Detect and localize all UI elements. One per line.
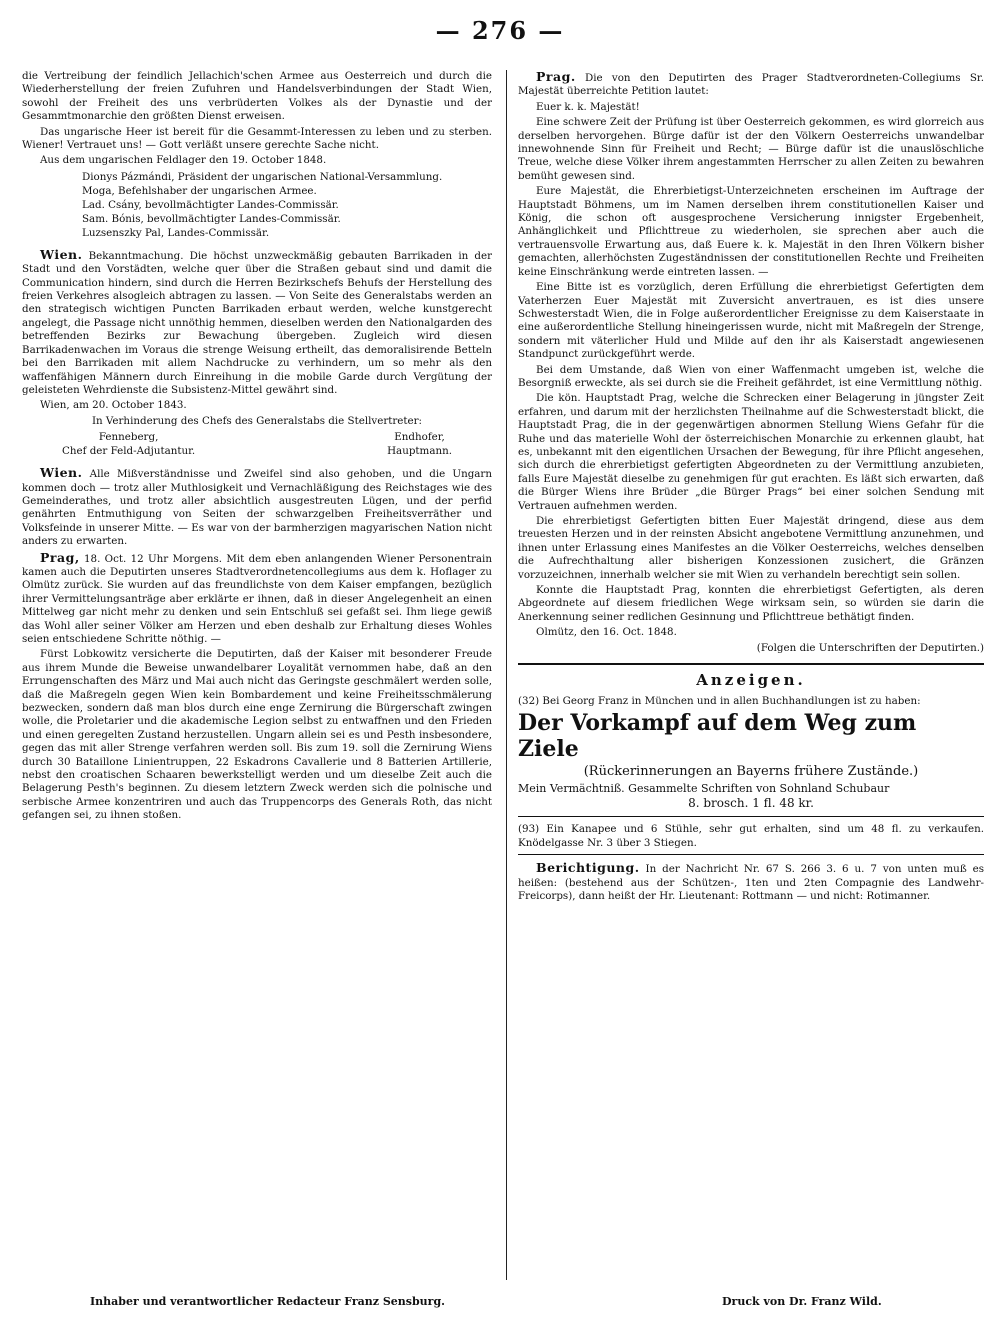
signature-line: Sam. Bónis, bevollmächtigter Landes-Commissär. <box>82 212 341 225</box>
ads-heading: Anzeigen. <box>696 671 806 690</box>
article-wien-announcement <box>22 248 492 397</box>
ad-divider <box>518 854 984 855</box>
editor-imprint: Inhaber und verantwortlicher Redacteur Franz Sensburg. <box>90 1295 445 1308</box>
signature-line: Moga, Befehlshaber der ungarischen Armee. <box>82 184 317 197</box>
paragraph: Eine Bitte ist es vorzüglich, deren Erfüllung die ehrerbietigst Gefertigten dem Vaterherzen Euer Majestät mit Zuversicht anvertrauen, es ist dies unsere Schwesterstadt Wien, die in Folge außerordentlicher Ereignisse zu dem Kaiserstaate in eine außerordentliche Stellung hineingerissen wurde, nicht mit Maßregeln der Strenge, sondern mit väterlicher Huld und Milde auf den ihr als Kaiserstadt angewiesenen Standpunct zurückgeführt werde. <box>518 281 984 361</box>
article-heading: Wien. <box>40 246 83 262</box>
page-number: — 276 — <box>435 16 565 45</box>
article-body: Bekanntmachung. Die höchst unzweckmäßig gebauten Barrikaden in der Stadt und den Vorstädten, welche quer über die Straßen gebaut sind und damit die Communication hindern, sind durch die Herren Bezirkschefs Behufs der Herstellung des freien Verkehres alsogleich abtragen zu lassen. — Von Seite des Generalstabs werden an den strategisch wichtigen Puncten Barrikaden erbaut werden, welche kunstgerecht angelegt, die Passage nicht unnöthig hemmen, dieselben werden den Nationalgarden des betreffenden Bezirks zur Bewachung übergeben. Zugleich wird diesen Barrikadenwachen im Voraus die strenge Weisung ertheilt, das demoralisirende Betteln bei den Barrikaden mit allem Nachdrucke zu verhindern, um so mehr als den waffenfähigen Männern durch Einreihung in die mobile Garde durch Vergütung der geleisteten Wehrdienste die Subsistenz-Mittel gewährt sind. <box>22 249 492 396</box>
signatory-title: Chef der Feld-Adjutantur. <box>62 445 196 458</box>
ad-book-subtitle: (Rückerinnerungen an Bayerns frühere Zustände.) <box>583 764 919 780</box>
dateline: Olmütz, den 16. Oct. 1848. <box>536 626 677 639</box>
right-column <box>518 70 984 1280</box>
article-body: Die von den Deputirten des Prager Stadtverordneten-Collegiums Sr. Majestät überreichte Petition lautet: <box>518 72 984 98</box>
ad-divider <box>518 816 984 817</box>
correction-heading: Berichtigung. <box>536 860 640 876</box>
correction-notice <box>518 861 984 903</box>
paragraph: Bei dem Umstande, daß Wien von einer Waffenmacht umgeben ist, welche die Besorgniß erweckte, als sei durch sie die Freiheit gefährdet, ist eine Vermittlung nöthig. <box>518 363 984 389</box>
paragraph: Die kön. Hauptstadt Prag, welche die Schrecken einer Belagerung in jüngster Zeit erfahren, und darum mit der herzlichsten Theilnahme auf die Schwesterstadt blickt, die Hauptstadt Prag, die in der gegenwärtigen abnormen Stellung Wiens Gefahr für die Ruhe und das materielle Wohl der österreichischen Monarchie zu erkennen glaubt, hat es, unbekannt mit den eigentlichen Ursachen der Bewegung, für ihre Pflicht angesehen, sich durch die ehrerbietigst gefertigten Abgeordneten zu der Vermittlung anzubieten, falls Eure Majestät dieselbe zu genehmigen für gut erachten. Es läßt sich erwarten, daß die Bürger Wiens ihre Brüder „die Bürger Prags“ bei einer solchen Sendung mit Vertrauen aufnehmen werden. <box>518 392 984 512</box>
section-divider <box>518 663 984 665</box>
printer-imprint: Druck von Dr. Franz Wild. <box>722 1295 882 1308</box>
dateline: Aus dem ungarischen Feldlager den 19. October 1848. <box>40 154 327 167</box>
signature-heading: In Verhinderung des Chefs des Generalstabs die Stellvertreter: <box>91 414 423 427</box>
paragraph: Die ehrerbietigst Gefertigten bitten Euer Majestät dringend, diese aus dem treuesten Herzen und in der reinsten Absicht angebotene Vermittlung anzunehmen, und ihnen unter Erlassung eines Manifestes an die Völker Oesterreichs, welches denselben die Aufrechthaltung aller bisherigen Konzessionen zusichert, die Gränzen vorzuzeichnen, innerhalb welcher sie mit Wien zu verhandeln berechtigt sein sollen. <box>518 515 984 581</box>
correction-body: In der Nachricht Nr. 67 S. 266 3. 6 u. 7 von unten muß es heißen: (bestehend aus der Schützen-, 1ten und 2ten Compagnie des Landwehr-Freicorps), dann heißt der Hr. Lieutenant: Rottmann — und nicht: Rotimanner. <box>518 863 984 903</box>
paragraph: Eine schwere Zeit der Prüfung ist über Oesterreich gekommen, es wird glorreich aus derselben hervorgehen. Bürge dafür ist der den Völkern Oesterreichs unwandelbar innewohnende Sinn für Freiheit und Recht; — Bürge dafür ist die unauslöschliche Treue, welche diese Völker ihrem angestammten Herrscher zu allen Zeiten zu bewahren bemüht gewesen sind. <box>518 116 984 182</box>
left-column <box>22 70 492 1280</box>
article-body: 18. Oct. 12 Uhr Morgens. Mit dem eben anlangenden Wiener Personentrain kamen auch die Deputirten unseres Stadtverordnetencollegiums aus dem k. Hoflager zu Olmütz zurück. Sie wurden auf das freundlichste von dem Kaiser empfangen, bezüglich ihrer Vermittelungsanträge aber erklärte er ihnen, daß in dieser Angelegenheit an einen Mittelweg gar nicht mehr zu denken und sein Entschluß sei gefaßt sei. Ihm liege gewiß das Wohl aller seiner Völker am Herzen und eben deshalb zur Erhaltung dieses Wohles seien entschiedene Schritte nöthig. — <box>22 552 492 645</box>
article-heading: Prag. <box>536 70 576 84</box>
signatory-name: Endhofer, <box>394 431 445 444</box>
paragraph: Fürst Lobkowitz versicherte die Deputirten, daß der Kaiser mit besonderer Freude aus ihrem Munde die Beweise unwandelbarer Loyalität vernommen habe, daß an den Errungenschaften des März und Mai auch nicht das Geringste geschmälert werden solle, daß die Maßregeln gegen Wien kein Bombardement und keine Freiheitsschmälerung bezwecken, sondern daß man blos durch eine enge Zernirung die Bürgerschaft zwingen wolle, die Proletarier und die akademische Legion selbst zu entwaffnen und den Frieden und einen geregelten Zustand herzustellen. Ungarn allein sei es und Pesth insbesondere, gegen das mit aller Strenge verfahren werden soll. Bis zum 19. soll die Zernirung Wiens durch 30 Bataillone Linientruppen, 22 Eskadrons Cavallerie und 8 Batterien Artillerie, nebst den croatischen Schaaren bewerkstelligt werden und um dieselbe Zeit auch die Belagerung Pesth's beginnen. Zu diesem letztern Zweck werden sich die polnische und serbische Armee konzentriren und auch das Truppencorps des Generals Roth, das nicht gefangen sei, zu ihnen stoßen. <box>22 648 492 822</box>
imprint-footer <box>0 1295 1000 1315</box>
signature-block <box>22 430 492 458</box>
signature-line: Luzsenszky Pal, Landes-Commissär. <box>82 226 270 239</box>
ad-book-price: 8. brosch. 1 fl. 48 kr. <box>688 796 814 811</box>
article-body: Alle Mißverständnisse und Zweifel sind also gehoben, und die Ungarn kommen doch — trotz aller Muthlosigkeit und Vernachläßigung des Reichstages wie des Gemeinderathes, und trotz aller absichtlich ausgestreuten Lügen, und der perfid genährten Entmuthigung von Seiten der schwarzgelben Freiheitsverräther und Volksfeinde in unserer Mitte. — Es war von der barmherzigen magyarischen Nation nicht anders zu erwarten. <box>22 468 492 548</box>
article-wien <box>22 466 492 548</box>
signature-line: Lad. Csány, bevollmächtigter Landes-Commissär. <box>82 198 339 211</box>
salutation: Euer k. k. Majestät! <box>536 100 640 113</box>
article-heading: Wien. <box>40 465 83 481</box>
signature-line: Dionys Pázmándi, Präsident der ungarischen National-Versammlung. <box>82 170 443 183</box>
paragraph: die Vertreibung der feindlich Jellachich'schen Armee aus Oesterreich und durch die Wiederherstellung der freien Zufuhren und Handelsverbindungen der Stadt Wien, sowohl der Freiheit des uns verbrüderten Volkes als der Dynastie und der Gesammtmonarchie den größten Dienst erweisen. <box>22 70 492 123</box>
signatory-name: Fenneberg, <box>98 431 159 444</box>
ad-furniture: (93) Ein Kanapee und 6 Stühle, sehr gut erhalten, sind um 48 fl. zu verkaufen. Knödelgasse Nr. 3 über 3 Stiegen. <box>518 823 984 849</box>
dateline: Wien, am 20. October 1843. <box>40 399 187 412</box>
paragraph: Konnte die Hauptstadt Prag, konnten die ehrerbietigst Gefertigten, als deren Abgeordnete auf diesem friedlichen Wege wirksam sein, so würden sie darin die Anerkennung seiner redlichen Gesinnung und Pflichttreue bethätigt finden. <box>518 584 984 623</box>
ad-book-line: Mein Vermächtniß. Gesammelte Schriften von Sohnland Schubaur <box>518 782 890 796</box>
article-prag-petition <box>518 70 984 99</box>
article-prag <box>22 551 492 647</box>
article-heading: Prag, <box>40 549 80 565</box>
ad-intro: (32) Bei Georg Franz in München und in allen Buchhandlungen ist zu haben: <box>518 695 921 708</box>
column-divider <box>506 70 507 1280</box>
paragraph: Das ungarische Heer ist bereit für die Gesammt-Interessen zu leben und zu sterben. Wiener! Vertrauet uns! — Gott verläßt unsere gerechte Sache nicht. <box>22 125 492 152</box>
paragraph: Eure Majestät, die Ehrerbietigst-Unterzeichneten erscheinen im Auftrage der Hauptstadt Böhmens, um im Namen derselben ihrem constitutionellen Kaiser und König, die schon oft ausgesprochene Versicherung innigster Ergebenheit, Anhänglichkeit und Pflichttreue zu wiederholen, sie sprechen aber auch die vertrauensvolle Erwartung aus, daß Euere k. k. Majestät in den Ihren Völkern bisher gemachten, allerhöchsten Zugeständnissen der constitutionellen Rechte und Freiheiten keine Einschränkung werde eintreten lassen. — <box>518 185 984 278</box>
signatory-title: Hauptmann. <box>387 445 452 458</box>
ad-book-title: Der Vorkampf auf dem Weg zum Ziele <box>518 710 917 763</box>
signature-note: (Folgen die Unterschriften der Deputirten.) <box>756 641 984 654</box>
